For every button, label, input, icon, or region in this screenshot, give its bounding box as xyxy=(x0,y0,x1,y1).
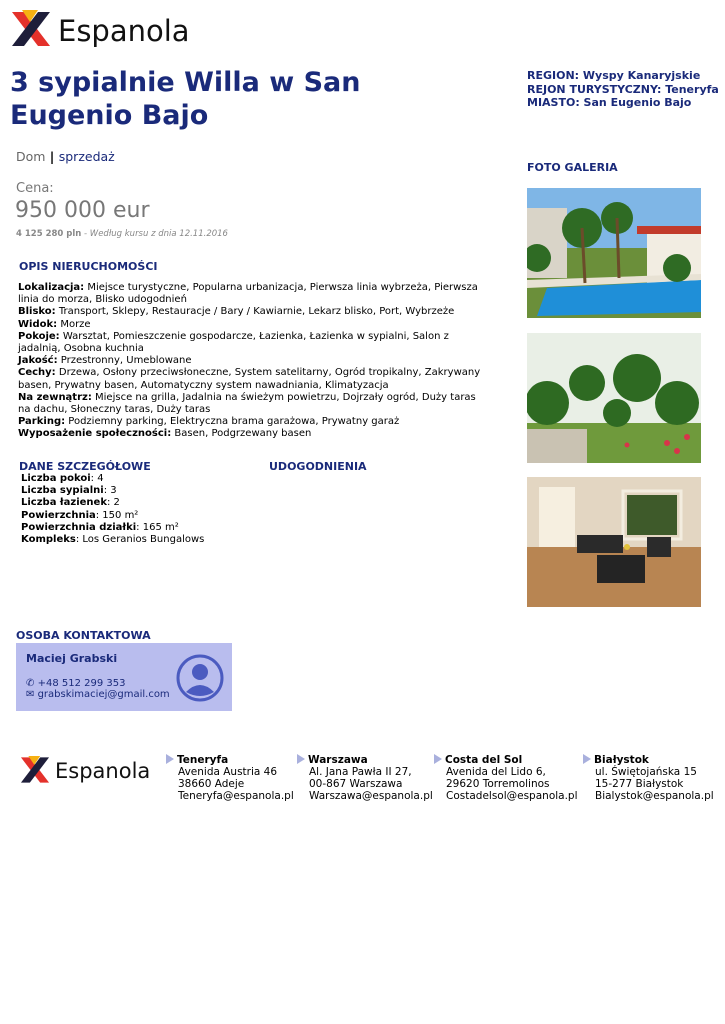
row-key: Blisko: xyxy=(18,306,56,318)
category-deal[interactable]: sprzedaż xyxy=(58,149,115,164)
description-row xyxy=(18,355,490,367)
row-value: : 3 xyxy=(103,485,117,497)
row-key: Cechy: xyxy=(18,367,56,379)
description-row xyxy=(18,416,490,428)
office-email[interactable]: Costadelsol@espanola.pl xyxy=(446,790,578,802)
contact-card xyxy=(16,643,232,711)
amenities-title: UDOGODNIENIA xyxy=(269,460,367,473)
espanola-footer-logo-icon xyxy=(18,754,52,786)
detail-row xyxy=(21,522,261,534)
header-logo[interactable] xyxy=(8,8,198,52)
price-note: - Według kursu z dnia 12.11.2016 xyxy=(81,229,228,239)
tourist-region-label: REJON TURYSTYCZNY: Teneryfa xyxy=(527,82,719,96)
row-key: Liczba pokoi xyxy=(21,473,91,484)
row-value: Morze xyxy=(57,318,91,330)
row-value: Miejsce turystyczne, Popularna urbanizacja, Pierwsza linia wybrzeża, Pierwsza linia do morza, Blisko udogodnień xyxy=(18,282,478,306)
office-address-2: 38660 Adeje xyxy=(178,778,245,790)
description-row xyxy=(18,367,490,391)
office-address-2: 15-277 Białystok xyxy=(595,778,684,790)
office-teneryfa xyxy=(166,754,294,802)
category-line xyxy=(16,149,115,165)
office-email[interactable]: Warszawa@espanola.pl xyxy=(309,790,433,802)
footer-logo-text: Espanola xyxy=(55,759,151,783)
category-type: Dom xyxy=(16,149,46,164)
row-key: Widok: xyxy=(18,318,58,330)
detail-row xyxy=(21,510,261,522)
contact-phone[interactable]: +48 512 299 353 xyxy=(37,678,126,689)
gallery-photo-pool[interactable] xyxy=(527,188,701,318)
price-pln-line xyxy=(16,229,228,239)
description-row xyxy=(18,428,490,440)
office-name: Białystok xyxy=(583,754,714,766)
row-value: : 150 m² xyxy=(95,509,139,521)
office-address-1: ul. Świętojańska 15 xyxy=(595,766,697,778)
row-value: Drzewa, Osłony przeciwsłoneczne, System satelitarny, Ogród tropikalny, Zakrywany basen, Prywatny basen, Automatyczny system nawadniania, Klimatyzacja xyxy=(18,367,481,391)
row-key: Wyposażenie społeczności: xyxy=(18,428,172,440)
office-address-1: Avenida Austria 46 xyxy=(178,766,278,778)
gallery-title: FOTO GALERIA xyxy=(527,161,618,174)
description-row xyxy=(18,282,490,306)
row-key: Jakość: xyxy=(18,355,58,367)
pool-photo-image xyxy=(527,188,701,318)
details-title: DANE SZCZEGÓŁOWE xyxy=(19,460,151,473)
footer-logo[interactable] xyxy=(18,754,163,788)
row-value: : Los Geranios Bungalows xyxy=(75,534,205,546)
row-key: Na zewnątrz: xyxy=(18,391,92,403)
livingroom-photo-image xyxy=(527,477,701,607)
contact-title: OSOBA KONTAKTOWA xyxy=(16,629,151,642)
row-key: Pokoje: xyxy=(18,330,60,342)
office-costa-del-sol xyxy=(434,754,578,802)
office-address-2: 29620 Torremolinos xyxy=(446,778,550,790)
avatar-icon xyxy=(176,654,224,702)
row-value: : 2 xyxy=(106,497,120,509)
triangle-bullet-icon xyxy=(434,754,442,764)
description-row xyxy=(18,331,490,355)
row-value: Miejsce na grilla, Jadalnia na świeżym powietrzu, Dojrzały ogród, Duży taras na dachu, Słoneczny taras, Duży taras xyxy=(18,391,476,416)
triangle-bullet-icon xyxy=(297,754,305,764)
row-value: : 165 m² xyxy=(136,521,179,533)
description-row xyxy=(18,319,490,331)
office-address-2: 00-867 Warszawa xyxy=(309,778,403,790)
detail-row xyxy=(21,497,261,509)
triangle-bullet-icon xyxy=(583,754,591,764)
description-row xyxy=(18,392,490,416)
office-address-1: Al. Jana Pawła II 27, xyxy=(309,766,412,778)
detail-row xyxy=(21,534,261,546)
gallery-photo-garden[interactable] xyxy=(527,333,701,463)
row-value: Przestronny, Umeblowane xyxy=(57,355,192,367)
row-value: Warsztat, Pomieszczenie gospodarcze, Łazienka, Łazienka w sypialni, Salon z jadalnią, Osobna kuchnia xyxy=(18,330,449,355)
region-info xyxy=(527,69,719,110)
row-key: Kompleks xyxy=(21,534,76,546)
office-bialystok xyxy=(583,754,714,802)
row-key: Powierzchnia xyxy=(21,509,96,521)
region-label: REGION: Wyspy Kanaryjskie xyxy=(527,69,701,82)
contact-email[interactable]: grabskimaciej@gmail.com xyxy=(37,689,170,700)
office-address-1: Avenida del Lido 6, xyxy=(446,766,546,778)
row-value: Transport, Sklepy, Restauracje / Bary / Kawiarnie, Lekarz blisko, Port, Wybrzeże xyxy=(55,306,455,318)
row-value: Podziemny parking, Elektryczna brama garażowa, Prywatny garaż xyxy=(65,416,400,428)
description-row xyxy=(18,306,490,318)
office-email[interactable]: Teneryfa@espanola.pl xyxy=(178,790,294,802)
triangle-bullet-icon xyxy=(166,754,174,764)
row-key: Liczba sypialni xyxy=(21,485,104,497)
price-label: Cena: xyxy=(16,181,54,196)
contact-email-line[interactable] xyxy=(26,689,170,701)
espanola-logo-icon xyxy=(8,8,54,50)
row-key: Liczba łazienek xyxy=(21,497,107,509)
row-key: Lokalizacja: xyxy=(18,282,85,293)
office-name: Warszawa xyxy=(297,754,433,766)
description-title: OPIS NIERUCHOMOŚCI xyxy=(19,260,158,273)
detail-row xyxy=(21,473,261,485)
office-name: Costa del Sol xyxy=(434,754,578,766)
detail-row xyxy=(21,485,261,497)
garden-photo-image xyxy=(527,333,701,463)
logo-text: Espanola xyxy=(58,14,190,48)
row-key: Parking: xyxy=(18,416,66,428)
row-key: Powierzchnia działki xyxy=(21,521,137,533)
description-list xyxy=(18,282,490,441)
office-warszawa xyxy=(297,754,433,802)
details-list xyxy=(21,473,261,546)
gallery-photo-livingroom[interactable] xyxy=(527,477,701,607)
row-value: Basen, Podgrzewany basen xyxy=(171,428,312,440)
city-label: MIASTO: San Eugenio Bajo xyxy=(527,96,692,109)
category-separator: | xyxy=(45,149,59,164)
price-eur: 950 000 eur xyxy=(15,198,150,223)
phone-icon: ✆ xyxy=(26,678,35,689)
office-name: Teneryfa xyxy=(166,754,294,766)
page-title: 3 sypialnie Willa w San Eugenio Bajo xyxy=(10,67,361,131)
price-pln: 4 125 280 pln xyxy=(16,229,82,239)
contact-name: Maciej Grabski xyxy=(26,652,118,665)
row-value: : 4 xyxy=(90,473,104,484)
office-email[interactable]: Bialystok@espanola.pl xyxy=(595,790,714,802)
envelope-icon: ✉ xyxy=(26,689,35,700)
